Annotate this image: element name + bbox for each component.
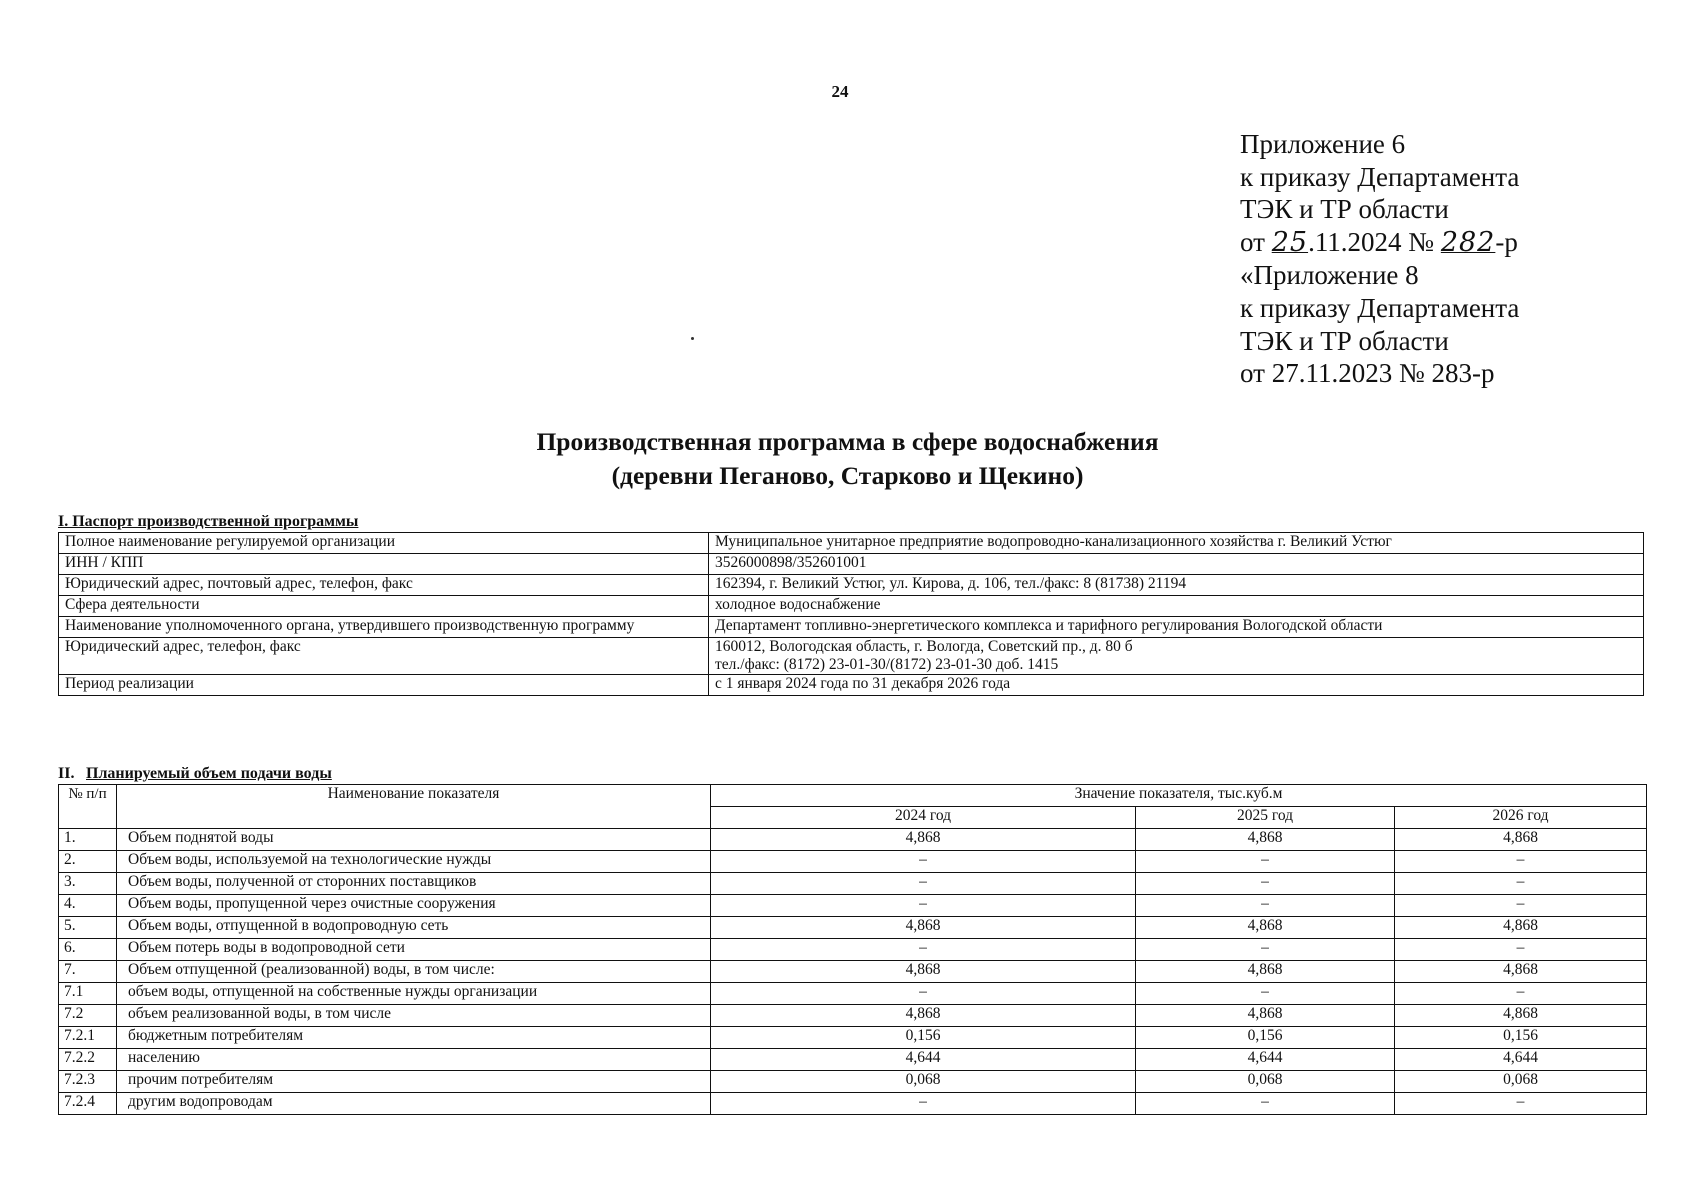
passport-table [58,532,1644,696]
row-number: 7. [59,961,117,983]
appendix-date-middle: .11.2024 № [1308,226,1441,257]
passport-label: ИНН / КПП [59,554,709,575]
row-indicator-name: другим водопроводам [117,1093,711,1115]
row-indicator-name: Объем воды, отпущенной в водопроводную сеть [117,917,711,939]
handwritten-day: 25 [1271,226,1309,258]
row-value: – [1395,873,1647,895]
appendix-date-line [1240,226,1519,260]
passport-row [59,575,1644,596]
table-row [59,983,1647,1005]
row-value: 0,068 [1395,1071,1647,1093]
row-indicator-name: Объем поднятой воды [117,829,711,851]
appendix-block [1240,128,1519,390]
passport-value [709,575,1644,596]
row-number: 7.1 [59,983,117,1005]
row-number: 6. [59,939,117,961]
section-2-heading [58,765,332,783]
row-value: 4,868 [1395,961,1647,983]
row-value: 0,156 [1136,1027,1395,1049]
row-value: – [1395,983,1647,1005]
row-value: 4,644 [711,1049,1136,1071]
row-number: 5. [59,917,117,939]
table-row [59,1093,1647,1115]
row-value: – [1136,939,1395,961]
document-title [0,425,1695,493]
passport-value [709,533,1644,554]
row-value: 4,644 [1136,1049,1395,1071]
row-value: – [711,851,1136,873]
passport-label: Полное наименование регулируемой организации [59,533,709,554]
passport-row [59,617,1644,638]
row-value: – [711,895,1136,917]
row-indicator-name: Объем воды, используемой на технологические нужды [117,851,711,873]
row-value: – [1136,851,1395,873]
header-name: Наименование показателя [117,785,711,829]
passport-label: Юридический адрес, почтовый адрес, телефон, факс [59,575,709,596]
row-value: 4,868 [711,829,1136,851]
row-value: 4,868 [1136,961,1395,983]
table-header-row [59,785,1647,807]
table-row [59,1027,1647,1049]
section-2-title: Планируемый объем подачи воды [86,765,332,782]
table-row [59,829,1647,851]
table-row [59,873,1647,895]
section-1-heading: I. Паспорт производственной программы [58,513,359,530]
row-value: 4,868 [1395,1005,1647,1027]
appendix-date-prefix: от [1240,226,1272,257]
passport-row [59,554,1644,575]
header-year: 2026 год [1395,807,1647,829]
row-value: – [1395,851,1647,873]
passport-value-line: 162394, г. Великий Устюг, ул. Кирова, д. 106, тел./факс: 8 (81738) 21194 [715,575,1187,592]
row-value: 0,068 [1136,1071,1395,1093]
row-indicator-name: Объем отпущенной (реализованной) воды, в том числе: [117,961,711,983]
row-indicator-name: Объем воды, пропущенной через очистные сооружения [117,895,711,917]
table-row [59,939,1647,961]
row-value: 4,868 [1136,829,1395,851]
section-2-number: II. [58,765,75,782]
row-indicator-name: Объем потерь воды в водопроводной сети [117,939,711,961]
passport-row [59,675,1644,696]
title-line-2: (деревни Пеганово, Старково и Щекино) [611,461,1084,490]
passport-label: Юридический адрес, телефон, факс [59,638,709,675]
passport-value-line: тел./факс: (8172) 23-01-30/(8172) 23-01-30 доб. 1415 [715,656,1059,673]
appendix-date-suffix: -р [1495,226,1518,257]
page-number: 24 [831,82,849,101]
header-num: № п/п [59,785,117,829]
passport-row [59,533,1644,554]
passport-value [709,675,1644,696]
header-year: 2025 год [1136,807,1395,829]
row-number: 1. [59,829,117,851]
row-number: 2. [59,851,117,873]
row-value: – [1136,983,1395,1005]
row-value: – [711,983,1136,1005]
row-indicator-name: бюджетным потребителям [117,1027,711,1049]
passport-value-line: с 1 января 2024 года по 31 декабря 2026 года [715,675,1011,692]
passport-label: Период реализации [59,675,709,696]
row-value: 4,868 [1136,1005,1395,1027]
passport-value-line: 160012, Вологодская область, г. Вологда, Советский пр., д. 80 б [715,638,1133,655]
appendix-line: к приказу Департамента [1240,292,1520,323]
appendix-line: Приложение 6 [1240,129,1406,159]
row-value: – [711,939,1136,961]
appendix-line: к приказу Департамента [1240,161,1520,192]
passport-value-line: Департамент топливно-энергетического комплекса и тарифного регулирования Вологодской области [715,617,1383,634]
row-value: – [1395,895,1647,917]
row-value: – [1395,939,1647,961]
row-number: 7.2.2 [59,1049,117,1071]
passport-label: Сфера деятельности [59,596,709,617]
row-value: – [1136,895,1395,917]
row-value: 4,868 [1395,829,1647,851]
row-value: – [1136,873,1395,895]
appendix-line: «Приложение 8 [1240,260,1419,291]
table-row [59,1049,1647,1071]
row-indicator-name: объем реализованной воды, в том числе [117,1005,711,1027]
table-row [59,1005,1647,1027]
row-value: 4,868 [711,1005,1136,1027]
passport-row [59,596,1644,617]
passport-value-line: 3526000898/352601001 [715,554,867,571]
row-number: 4. [59,895,117,917]
passport-value [709,554,1644,575]
row-value: 4,868 [1395,917,1647,939]
appendix-line: от 27.11.2023 № 283-р [1240,358,1495,389]
row-indicator-name: прочим потребителям [117,1071,711,1093]
header-year: 2024 год [711,807,1136,829]
appendix-line: ТЭК и ТР области [1240,325,1449,356]
header-value-group: Значение показателя, тыс.куб.м [711,785,1647,807]
row-value: 4,644 [1395,1049,1647,1071]
row-number: 7.2.4 [59,1093,117,1115]
water-volume-table [58,784,1647,1115]
table-row [59,917,1647,939]
row-value: 4,868 [711,917,1136,939]
table-row [59,961,1647,983]
appendix-line: ТЭК и ТР области [1240,194,1449,225]
row-number: 3. [59,873,117,895]
row-value: 4,868 [1136,917,1395,939]
passport-value-line: холодное водоснабжение [715,596,881,613]
title-line-1: Производственная программа в сфере водоснабжения [536,427,1159,456]
row-value: 0,156 [1395,1027,1647,1049]
row-number: 7.2.3 [59,1071,117,1093]
row-value: – [1136,1093,1395,1115]
passport-row [59,638,1644,675]
table-row [59,895,1647,917]
passport-label: Наименование уполномоченного органа, утвердившего производственную программу [59,617,709,638]
row-value: – [711,1093,1136,1115]
row-value: 4,868 [711,961,1136,983]
passport-value [709,596,1644,617]
row-indicator-name: объем воды, отпущенной на собственные нужды организации [117,983,711,1005]
row-value: 0,068 [711,1071,1136,1093]
handwritten-order-number: 282 [1440,226,1496,258]
row-indicator-name: населению [117,1049,711,1071]
table-row [59,1071,1647,1093]
stray-dot [691,337,694,340]
row-number: 7.2.1 [59,1027,117,1049]
row-value: 0,156 [711,1027,1136,1049]
row-indicator-name: Объем воды, полученной от сторонних поставщиков [117,873,711,895]
table-row [59,851,1647,873]
row-value: – [1395,1093,1647,1115]
row-value: – [711,873,1136,895]
passport-value-line: Муниципальное унитарное предприятие водопроводно-канализационного хозяйства г. Великий Устюг [715,533,1392,550]
passport-value [709,638,1644,675]
passport-value [709,617,1644,638]
row-number: 7.2 [59,1005,117,1027]
